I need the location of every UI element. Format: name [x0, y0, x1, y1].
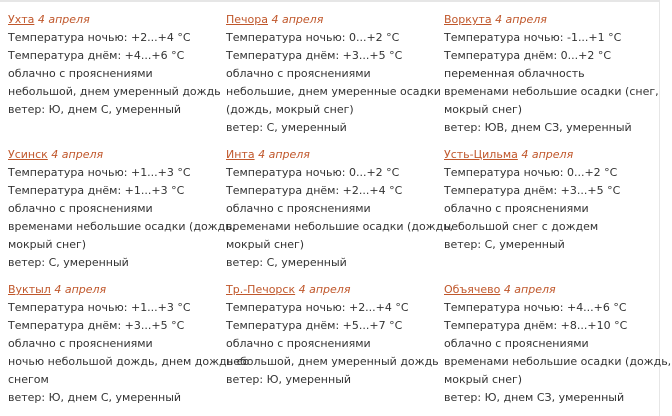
conditions-line: небольшой снег с дождем — [444, 220, 599, 233]
city-card-vorkuta — [444, 11, 659, 137]
city-card-pechora — [226, 11, 441, 137]
wind: ветер: Ю, умеренный — [226, 373, 352, 386]
city-date: 4 апреля — [37, 13, 90, 26]
city-date: 4 апреля — [271, 13, 324, 26]
city-header — [226, 281, 441, 299]
conditions-line: мокрый снег) — [444, 103, 523, 116]
city-link[interactable]: Тр.-Печорск — [226, 283, 296, 296]
city-header — [444, 11, 659, 29]
wind: ветер: С, умеренный — [444, 238, 565, 251]
city-date: 4 апреля — [298, 283, 351, 296]
city-header — [8, 11, 223, 29]
city-card-inta — [226, 146, 454, 272]
day-temp: Температура днём: +3...+5 °C — [444, 184, 621, 197]
day-temp: Температура днём: +8...+10 °C — [444, 319, 628, 332]
conditions-line: облачно с прояснениями — [226, 337, 371, 350]
conditions-line: временами небольшие осадки (дождь, — [226, 220, 454, 233]
city-link[interactable]: Печора — [226, 13, 268, 26]
conditions-line: небольшой, днем умеренный дождь — [226, 355, 439, 368]
conditions-line: временами небольшие осадки (дождь, — [8, 220, 236, 233]
day-temp: Температура днём: +4...+6 °C — [8, 49, 185, 62]
conditions-line: облачно с прояснениями — [444, 202, 589, 215]
city-card-vuktyl — [8, 281, 250, 407]
wind: ветер: Ю, днем С, умеренный — [8, 391, 182, 404]
city-date: 4 апреля — [503, 283, 556, 296]
conditions-line: небольшой, днем умеренный дождь — [8, 85, 221, 98]
city-header — [226, 11, 441, 29]
city-date: 4 апреля — [54, 283, 107, 296]
day-temp: Температура днём: +3...+5 °C — [8, 319, 185, 332]
city-date: 4 апреля — [495, 13, 547, 26]
night-temp: Температура ночью: 0...+2 °C — [226, 31, 400, 44]
conditions-line: (дождь, мокрый снег) — [226, 103, 354, 116]
day-temp: Температура днём: +3...+5 °C — [226, 49, 403, 62]
night-temp: Температура ночью: 0...+2 °C — [444, 166, 618, 179]
night-temp: Температура ночью: +1...+3 °C — [8, 301, 191, 314]
conditions-line: временами небольшие осадки (дождь, — [444, 355, 672, 368]
city-date: 4 апреля — [258, 148, 310, 161]
conditions-line: облачно с прояснениями — [444, 337, 589, 350]
wind: ветер: Ю, днем С, умеренный — [8, 103, 182, 116]
wind: ветер: Ю, днем СЗ, умеренный — [444, 391, 625, 404]
conditions-line: мокрый снег) — [444, 373, 523, 386]
city-date: 4 апреля — [51, 148, 104, 161]
night-temp: Температура ночью: +4...+6 °C — [444, 301, 627, 314]
day-temp: Температура днём: +1...+3 °C — [8, 184, 185, 197]
conditions-line: переменная облачность — [444, 67, 585, 80]
city-link[interactable]: Вуктыл — [8, 283, 51, 296]
night-temp: Температура ночью: -1...+1 °C — [444, 31, 622, 44]
conditions-line: снегом — [8, 373, 49, 386]
city-header — [8, 146, 223, 164]
wind: ветер: С, умеренный — [8, 256, 129, 269]
day-temp: Температура днём: +2...+4 °C — [226, 184, 403, 197]
city-header — [8, 281, 223, 299]
city-card-ukhta — [8, 11, 223, 119]
city-link[interactable]: Усинск — [8, 148, 48, 161]
day-temp: Температура днём: 0...+2 °C — [444, 49, 612, 62]
city-link[interactable]: Воркута — [444, 13, 492, 26]
city-header — [444, 281, 659, 299]
city-link[interactable]: Объячево — [444, 283, 501, 296]
city-card-usinsk — [8, 146, 236, 272]
conditions-line: мокрый снег) — [8, 238, 87, 251]
conditions-line: облачно с прояснениями — [226, 202, 371, 215]
conditions-line: временами небольшие осадки (снег, — [444, 85, 659, 98]
city-header — [444, 146, 659, 164]
conditions-line: облачно с прояснениями — [8, 337, 153, 350]
conditions-line: облачно с прояснениями — [226, 67, 371, 80]
city-date: 4 апреля — [521, 148, 574, 161]
city-header — [226, 146, 441, 164]
wind: ветер: С, умеренный — [226, 121, 347, 134]
conditions-line: ночью небольшой дождь, днем дождь со — [8, 355, 250, 368]
wind: ветер: ЮВ, днем СЗ, умеренный — [444, 121, 632, 134]
city-link[interactable]: Усть-Цильма — [444, 148, 518, 161]
wind: ветер: С, умеренный — [226, 256, 347, 269]
night-temp: Температура ночью: 0...+2 °C — [226, 166, 400, 179]
night-temp: Температура ночью: +2...+4 °C — [226, 301, 409, 314]
city-card-tr-pechorsk — [226, 281, 441, 389]
city-link[interactable]: Ухта — [8, 13, 35, 26]
day-temp: Температура днём: +5...+7 °C — [226, 319, 403, 332]
city-card-obyachevo — [444, 281, 672, 407]
conditions-line: облачно с прояснениями — [8, 67, 153, 80]
night-temp: Температура ночью: +1...+3 °C — [8, 166, 191, 179]
city-card-ust-tsilma — [444, 146, 659, 254]
city-link[interactable]: Инта — [226, 148, 255, 161]
conditions-line: небольшие, днем умеренные осадки — [226, 85, 441, 98]
conditions-line: облачно с прояснениями — [8, 202, 153, 215]
night-temp: Температура ночью: +2...+4 °C — [8, 31, 191, 44]
conditions-line: мокрый снег) — [226, 238, 305, 251]
